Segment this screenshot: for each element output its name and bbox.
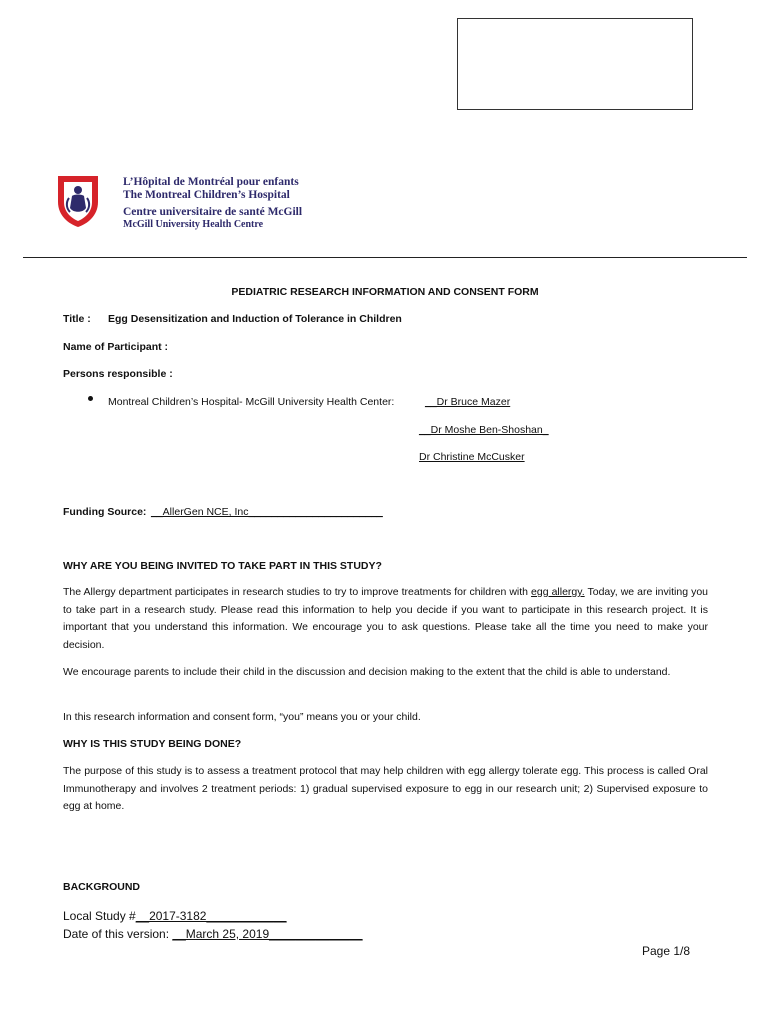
persons-responsible-label: Persons responsible :: [63, 368, 173, 380]
section-heading: BACKGROUND: [63, 881, 140, 893]
persons-affiliation: Montreal Children’s Hospital- McGill University Health Center:: [108, 396, 395, 408]
investigator-name: __Dr Bruce Mazer: [425, 396, 511, 408]
paragraph: The Allergy department participates in research studies to try to improve treatments for children with egg allergy. Today, we are inviting you to take part in a research study. Please read this information to help you decide if you want to participate in this research project. It is important that you understand this information. We encourage you to ask questions. Please take all the time you need to make your decision.: [63, 586, 708, 651]
section-heading: WHY IS THIS STUDY BEING DONE?: [63, 738, 242, 750]
hospital-logo: [55, 172, 101, 228]
stamp-box: [457, 18, 693, 110]
investigator-name: __Dr Moshe Ben-Shoshan_: [419, 424, 549, 436]
health-centre-fr: Centre universitaire de santé McGill: [123, 206, 303, 218]
title-label: Title :: [63, 313, 91, 325]
page-number: Page 1/8: [642, 944, 691, 958]
funding-value: __AllerGen NCE, Inc_______________________: [151, 506, 383, 518]
header-divider: [23, 257, 747, 258]
funding-label: Funding Source:: [63, 506, 147, 518]
section-heading: WHY ARE YOU BEING INVITED TO TAKE PART IN THIS STUDY?: [63, 560, 382, 572]
investigator-name: Dr Christine McCusker: [419, 451, 525, 463]
health-centre-en: McGill University Health Centre: [123, 219, 264, 230]
hospital-name-fr: L’Hôpital de Montréal pour enfants: [123, 176, 299, 188]
study-title: Egg Desensitization and Induction of Tolerance in Children: [108, 313, 402, 325]
participant-label: Name of Participant :: [63, 341, 169, 353]
study-number: Local Study #__2017-3182____________: [63, 909, 287, 923]
egg-allergy-link[interactable]: egg allergy.: [531, 586, 585, 598]
paragraph: We encourage parents to include their child in the discussion and decision making to the extent that the child is able to understand.: [63, 666, 671, 678]
paragraph: The purpose of this study is to assess a treatment protocol that may help children with egg allergy tolerate egg. This process is called Oral Immunotherapy and involves 2 treatment periods: 1) gradual supervised exposure to egg in our research unit; 2) Supervised exposure to egg at home.: [63, 765, 708, 812]
paragraph: In this research information and consent form, “you” means you or your child.: [63, 711, 421, 723]
bullet-icon: [88, 396, 93, 401]
version-date: Date of this version: __March 25, 2019______________: [63, 927, 363, 941]
form-title: PEDIATRIC RESEARCH INFORMATION AND CONSENT FORM: [231, 286, 539, 298]
hospital-name-en: The Montreal Children’s Hospital: [123, 189, 290, 201]
